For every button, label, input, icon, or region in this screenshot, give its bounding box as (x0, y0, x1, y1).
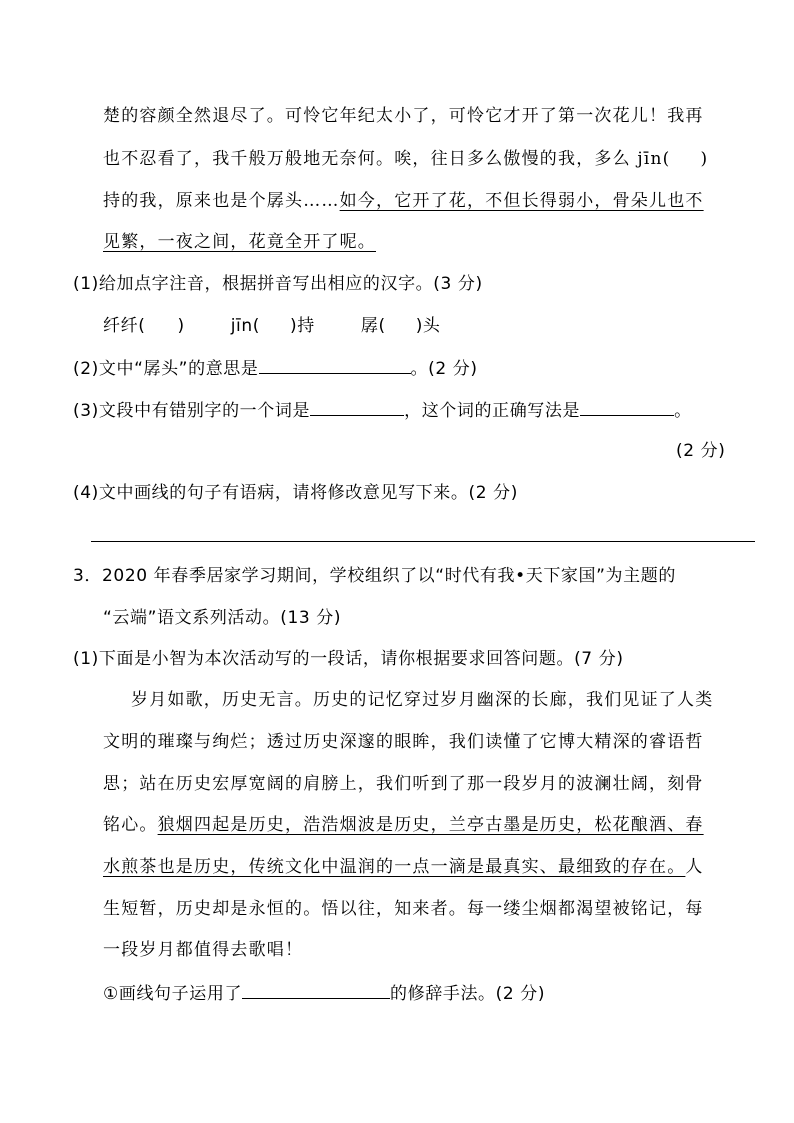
paragraph-text: 思；站在历史宏厚宽阔的肩膀上，我们听到了那一段岁月的波澜壮阔，刻骨 (103, 774, 704, 794)
passage-line-1 (103, 106, 704, 126)
underlined-sentence: 狼烟四起是历史，浩浩烟波是历史，兰亭古墨是历史，松花酿酒、春 (157, 815, 704, 835)
question-4 (73, 483, 518, 503)
question-text: (1)给加点字注音，根据拼音写出相应的汉字。(3 分) (73, 274, 483, 294)
item-label: 孱( (360, 316, 386, 336)
paragraph-text: 一段岁月都值得去歌唱！ (103, 940, 304, 960)
paragraph-line-3 (103, 774, 704, 794)
question-text: ①画线句子运用了 (103, 984, 243, 1004)
paragraph-text: 生短暂，历史却是永恒的。悟以往，知来者。每一缕尘烟都渴望被铭记，每 (103, 899, 704, 919)
question-text: ，这个词的正确写法是 (404, 401, 581, 421)
answer-blank[interactable] (580, 399, 674, 416)
answer-blank[interactable] (259, 357, 411, 374)
passage-line-3 (103, 191, 704, 211)
item-label: 纤纤( (103, 316, 146, 336)
underlined-sentence: 水煎茶也是历史，传统文化中温润的一点一滴是最真实、最细致的存在。 (103, 857, 686, 877)
passage-line-4 (103, 232, 376, 252)
item3-question-rhetoric (103, 982, 545, 1004)
passage-line-2 (103, 149, 708, 169)
question-text: 。 (674, 401, 692, 421)
item-label: )持 (289, 316, 315, 336)
underlined-sentence: 见繁，一夜之间，花竟全开了呢。 (103, 232, 376, 252)
paragraph-line-2 (103, 732, 704, 752)
question-1-items (103, 316, 441, 336)
item-label: jīn( (230, 316, 260, 336)
answer-blank[interactable] (242, 982, 390, 999)
question-text: (1)下面是小智为本次活动写的一段话，请你根据要求回答问题。(7 分) (73, 649, 624, 669)
score-label: (2 分) (676, 441, 726, 461)
question-text: (2)文中“孱头”的意思是 (73, 359, 259, 379)
paragraph-line-1 (131, 690, 713, 710)
paragraph-text: 铭心。 (103, 815, 158, 835)
passage-text: 也不忍看了，我千般万般地无奈何。唉，往日多么傲慢的我，多么 jīn( (103, 149, 671, 169)
paragraph-line-6 (103, 899, 704, 919)
underlined-sentence: 如今，它开了花，不但长得弱小，骨朵儿也不 (339, 191, 704, 211)
question-text: (4)文中画线的句子有语病，请将修改意见写下来。(2 分) (73, 483, 518, 503)
item-label: ) (177, 316, 185, 336)
passage-text: ) (700, 149, 709, 169)
passage-text: 持的我，原来也是个孱头…… (103, 191, 340, 211)
paragraph-line-4 (103, 815, 704, 835)
paragraph-text: 岁月如歌，历史无言。历史的记忆穿过岁月幽深的长廊，我们见证了人类 (131, 690, 714, 710)
item3-heading-line-1 (73, 566, 676, 586)
answer-line[interactable] (91, 541, 755, 542)
question-text: 3．2020 年春季居家学习期间，学校组织了以“时代有我•天下家国”为主题的 (73, 566, 676, 586)
paragraph-line-5 (103, 857, 704, 877)
item3-sub-question-1 (73, 649, 624, 669)
question-text: (3)文段中有错别字的一个词是 (73, 401, 311, 421)
passage-text: 楚的容颜全然退尽了。可怜它年纪太小了，可怜它才开了第一次花儿！我再 (103, 106, 704, 126)
paragraph-text: 人 (685, 857, 704, 877)
question-text: 的修辞手法。(2 分) (390, 984, 546, 1004)
paragraph-text: 文明的璀璨与绚烂；透过历史深邃的眼眸，我们读懂了它博大精深的睿语哲 (103, 732, 704, 752)
question-text: “云端”语文系列活动。(13 分) (103, 608, 342, 628)
answer-blank[interactable] (310, 399, 404, 416)
question-3 (73, 399, 692, 421)
item3-heading-line-2 (103, 608, 341, 628)
question-3-score (676, 441, 725, 461)
question-2 (73, 357, 478, 379)
item-label: )头 (415, 316, 441, 336)
question-text: 。(2 分) (410, 359, 478, 379)
paragraph-line-7 (103, 940, 303, 960)
question-1 (73, 274, 483, 294)
